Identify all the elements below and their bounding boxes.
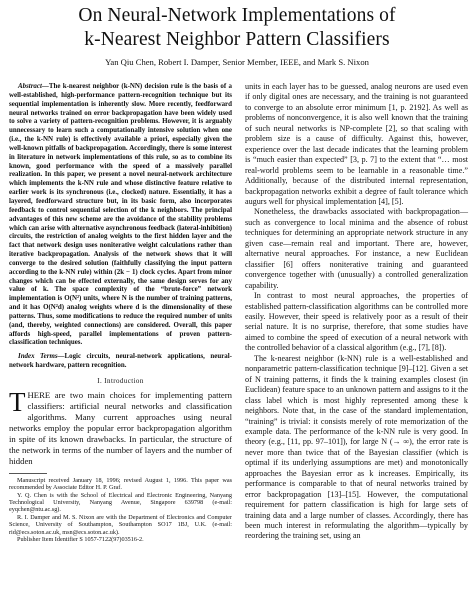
- footnote-rule: [9, 473, 47, 474]
- index-terms-text: Logic circuits, neural-network applications, neural-network hardware, pattern recognition.: [9, 352, 232, 370]
- abstract-text: The k-nearest neighbor (k-NN) decision rule is the basis of a well-established, high-performance pattern-recognition technique but its sequential implementation is inherently slow. More recently, feedforward neural networks trained on error backpropagation have been widely used to solve a variety of pattern-recognition problems. However, it is arguably unnecessary to learn such a computationally intensive solution when one (i.e., the k-NN rule) is effectively available a priori, especially given the well-known pitfalls of backpropagation. Accordingly, there is some interest in literature in network implementations of this rule, so as to combine its known, good performance with the speed of a massively parallel realization. In this paper, we present a novel neural-network architecture which implements the k-NN rule and whose distinctive feature relative to earlier work is its synchronous (i.e., clocked) nature. Essentially, it has a layered, feedforward structure but, in its basic form, also incorporates feedback to control sequential selection of the k neighbors. The principal advantages of this new scheme are the avoidance of the stability problems which can arise with alternative asynchronous feedback (lateral-inhibition) circuits, the restriction of analog weights to the first hidden layer and the fact that network design uses noniterative weight calculations rather than iterative backpropagation. Analysis of the network shows that it will converge to the desired solution (faithfully classifying the input pattern according to the k-NN rule) within (2k − 1) clock cycles. Apart from minor changes which can be effected externally, the same design serves for any value of k. The space complexity of the “brute-force” network implementation is O(N²) units, where N is the number of training patterns, and it has O(N²d) analog weights where d is the dimensionality of these patterns. Thus, some modifications to reduce the required number of units (and, thereby, weighted connections) are considered. Overall, this paper affords high-speed, parallel implementations of proven pattern-classification techniques.: [9, 82, 232, 347]
- paper-title-line-2: k-Nearest Neighbor Pattern Classifiers: [84, 29, 390, 50]
- intro-paragraph: [9, 386, 232, 467]
- section-heading: I. Introduction: [97, 377, 144, 385]
- paper-title-line-1: On Neural-Network Implementations of: [78, 5, 396, 26]
- abstract-label: Abstract—: [18, 82, 49, 90]
- footnote-publisher-id: Publisher Item Identifier S 1057-7122(97)03516-2.: [17, 536, 144, 544]
- footnote-manuscript: Manuscript received January 18, 1996; revised August 1, 1996. This paper was recommended by Associate Editor H. P. Graf.: [9, 476, 232, 492]
- footnote-damper-nixon: R. I. Damper and M. S. Nixon are with the Department of Electronics and Computer Science, University of Southampton, Southampton SO17 1BJ, U.K. (e-mail: rid@ecs.soton.ac.uk, msn@ecs.soton.ac.uk).: [9, 513, 232, 536]
- left-column: [9, 82, 232, 544]
- index-terms-label: Index Terms—: [18, 352, 65, 361]
- author-list: Yan Qiu Chen, Robert I. Damper, Senior Member, IEEE, and Mark S. Nixon: [105, 57, 369, 67]
- abstract: [9, 82, 232, 347]
- body-paragraph-3: In contrast to most neural approaches, the properties of established pattern-classification algorithms can be controlled more easily. However, their speed is relatively poor as a result of their serial nature. It is no surprise, therefore, that some studies have aimed to combine the speed of execution of a neural network with the controlled behavior of a classical algorithm (e.g., [7], [8]).: [245, 291, 468, 353]
- body-paragraph-2: Nonetheless, the drawbacks associated with backpropagation—such as convergence to local minima and the absence of robust techniques for determining an appropriate network structure in any given case—remain real and important. There are, however, alternative neural approaches. For instance, a new Euclidean classifier [6] offers noniterative training and guaranteed convergence together with (unusually) a controlled generalization capability.: [245, 207, 468, 290]
- footnote-chen: Y. Q. Chen is with the School of Electrical and Electronic Engineering, Nanyang Technological University, Nanyang Avenue, Singapore 639798 (e-mail: eyqchen@ntu.ac.sg).: [9, 491, 232, 514]
- body-paragraph-4: The k-nearest neighbor (k-NN) rule is a well-established and nonparametric pattern-classification technique [9]–[12]. Given a set of N training patterns, it finds the k training examples closest (in Euclidean) feature space to an unknown pattern and assigns to it the class label which is most highly represented among these k neighbors. Note that, in the case of the standard implementation, “training” is trivial: it consists merely of rote memorization of the example data. The performance of the k-NN rule is very good. In theory (e.g., [11, pp. 97–101]), for large N (→ ∞), the error rate is never more than twice that of the Bayesian classifier (which is optimal if its underlying assumptions are met) and monotonically approaches the Bayesian error as k increases. Empirically, its performance is comparable to that of neural networks trained by error backpropagation [13]–[15]. However, the computational requirement for pattern classification is high for large sets of training data and a large number of classes. Accordingly, there has been much interest in reformulating the algorithm—typically by reordering the training set, using an: [245, 353, 468, 541]
- right-column: [245, 82, 468, 542]
- body-paragraph-1: units in each layer has to be guessed, analog neurons are used even if only digital ones are necessary, and the training is not guaranteed to converge to an absolute error minimum [1, p. 2192]. As well as problems of nonconvergence, it is also well known that the training of such neural networks is NP-complete [2], so that scaling with problem size is a cause of difficulty. Against this, however, experience over the last decade indicates that the learning problem is “much easier than expected” [3, p. 7] to the extent that “… most real-world problems seem to be learnable in a reasonable time.” Additionally, because of the distributed internal representation, backpropagation networks exhibit a degree of fault tolerance which augurs well for physical implementation [4], [5].: [245, 82, 468, 206]
- intro-text: HERE are two main choices for implementing pattern classifiers: artificial neural networks and classification algorithms. Many current approaches using neural networks employ the popular error backpropagation algorithm in spite of its known drawbacks. In particular, the structure of the network in terms of the number of layers and the number of hidden: [9, 389, 232, 466]
- index-terms: [9, 352, 232, 370]
- drop-cap: T: [9, 386, 26, 417]
